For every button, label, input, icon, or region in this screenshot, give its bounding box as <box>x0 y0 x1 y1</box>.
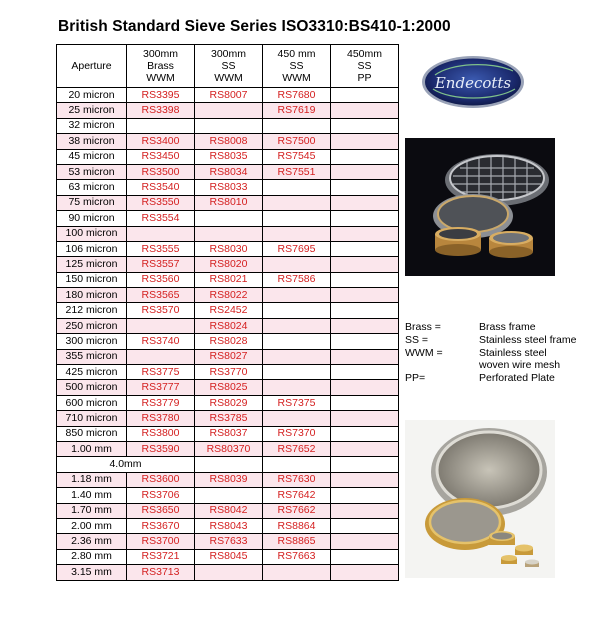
code-cell-brass300: RS3560 <box>127 272 195 287</box>
column-header-line: 450 mm <box>277 48 316 60</box>
code-cell-ss300: RS3770 <box>195 365 263 380</box>
code-cell-brass300: RS3554 <box>127 211 195 226</box>
table-row <box>57 349 399 364</box>
code-cell-ss300: RS8045 <box>195 549 263 564</box>
code-cell-pp450 <box>331 334 399 349</box>
code-cell-ss450 <box>263 411 331 426</box>
code-cell-brass300: RS3777 <box>127 380 195 395</box>
code-cell-pp450 <box>331 365 399 380</box>
column-header-2 <box>195 45 263 88</box>
aperture-cell: 212 micron <box>57 303 127 318</box>
page-title: British Standard Sieve Series ISO3310:BS410-1:2000 <box>58 18 451 35</box>
code-cell-ss450: RS7551 <box>263 164 331 179</box>
code-cell-ss300: RS8008 <box>195 134 263 149</box>
aperture-cell: 3.15 mm <box>57 565 127 580</box>
code-cell-pp450 <box>331 457 399 472</box>
column-header-3 <box>263 45 331 88</box>
table-row <box>57 503 399 518</box>
aperture-cell: 63 micron <box>57 180 127 195</box>
table-row <box>57 426 399 441</box>
code-cell-ss450 <box>263 211 331 226</box>
table-row <box>57 103 399 118</box>
column-header-line: PP <box>357 72 372 84</box>
aperture-cell: 38 micron <box>57 134 127 149</box>
column-header-line: 450mm <box>346 48 382 60</box>
code-cell-ss450: RS8865 <box>263 534 331 549</box>
column-header-line: WWM <box>214 72 243 84</box>
table-row <box>57 118 399 133</box>
aperture-cell: 180 micron <box>57 288 127 303</box>
code-cell-ss300: RS8042 <box>195 503 263 518</box>
code-cell-brass300 <box>127 226 195 241</box>
aperture-cell: 1.00 mm <box>57 441 127 456</box>
code-cell-ss300: RS80370 <box>195 441 263 456</box>
code-cell-ss300: RS3785 <box>195 411 263 426</box>
table-row <box>57 441 399 456</box>
code-cell-pp450 <box>331 441 399 456</box>
aperture-cell: 32 micron <box>57 118 127 133</box>
code-cell-ss300 <box>195 118 263 133</box>
code-cell-brass300: RS3700 <box>127 534 195 549</box>
code-cell-brass300: RS3590 <box>127 441 195 456</box>
table-row <box>57 534 399 549</box>
code-cell-pp450 <box>331 211 399 226</box>
aperture-cell: 45 micron <box>57 149 127 164</box>
code-cell-ss450 <box>263 226 331 241</box>
legend-value: Brass frame <box>479 321 536 333</box>
aperture-cell: 90 micron <box>57 211 127 226</box>
code-cell-pp450 <box>331 395 399 410</box>
code-cell-pp450 <box>331 518 399 533</box>
legend-entry <box>405 334 595 346</box>
code-cell-brass300: RS3670 <box>127 518 195 533</box>
code-cell-brass300: RS3600 <box>127 472 195 487</box>
column-header-line: SS <box>221 60 236 72</box>
code-cell-brass300: RS3780 <box>127 411 195 426</box>
sieve-stack-photo <box>405 138 555 276</box>
code-cell-brass300: RS3650 <box>127 503 195 518</box>
table-row <box>57 134 399 149</box>
code-cell-brass300: RS3706 <box>127 488 195 503</box>
code-cell-brass300: RS3565 <box>127 288 195 303</box>
column-header-line: Aperture <box>71 60 112 72</box>
aperture-cell: 1.18 mm <box>57 472 127 487</box>
code-cell-pp450 <box>331 549 399 564</box>
aperture-cell: 1.70 mm <box>57 503 127 518</box>
code-cell-ss450: RS7680 <box>263 88 331 103</box>
column-header-4 <box>331 45 399 88</box>
code-cell-ss450: RS7663 <box>263 549 331 564</box>
table-row <box>57 318 399 333</box>
code-cell-ss300: RS8027 <box>195 349 263 364</box>
aperture-cell: 600 micron <box>57 395 127 410</box>
code-cell-ss300: RS8028 <box>195 334 263 349</box>
table-row <box>57 180 399 195</box>
table-row <box>57 211 399 226</box>
aperture-cell: 425 micron <box>57 365 127 380</box>
code-cell-ss300 <box>195 103 263 118</box>
aperture-cell: 250 micron <box>57 318 127 333</box>
code-cell-ss450: RS7545 <box>263 149 331 164</box>
code-cell-brass300: RS3740 <box>127 334 195 349</box>
table-row <box>57 472 399 487</box>
table-header-row <box>57 45 399 88</box>
table-row <box>57 488 399 503</box>
table-row <box>57 257 399 272</box>
brass-sieves-photo <box>405 420 555 578</box>
code-cell-pp450 <box>331 257 399 272</box>
aperture-cell: 500 micron <box>57 380 127 395</box>
aperture-cell: 1.40 mm <box>57 488 127 503</box>
code-cell-pp450 <box>331 88 399 103</box>
code-cell-pp450 <box>331 226 399 241</box>
table-row <box>57 288 399 303</box>
endecotts-logo <box>421 55 525 109</box>
code-cell-pp450 <box>331 534 399 549</box>
code-cell-pp450 <box>331 565 399 580</box>
code-cell-ss300 <box>195 488 263 503</box>
code-cell-ss450 <box>263 195 331 210</box>
code-cell-pp450 <box>331 318 399 333</box>
code-cell-ss300 <box>195 211 263 226</box>
code-cell-ss300: RS8033 <box>195 180 263 195</box>
aperture-cell: 2.80 mm <box>57 549 127 564</box>
table-row <box>57 518 399 533</box>
aperture-cell: 2.00 mm <box>57 518 127 533</box>
aperture-cell: 100 micron <box>57 226 127 241</box>
aperture-cell: 106 micron <box>57 241 127 256</box>
legend-value: Stainless steel woven wire mesh <box>479 347 561 371</box>
code-cell-pp450 <box>331 426 399 441</box>
legend-value: Perforated Plate <box>479 372 555 384</box>
logo-text: Endecotts <box>434 74 512 92</box>
code-cell-ss450: RS7500 <box>263 134 331 149</box>
legend-entry <box>405 347 595 371</box>
code-cell-pp450 <box>331 118 399 133</box>
code-cell-brass300: RS3398 <box>127 103 195 118</box>
code-cell-brass300: RS3450 <box>127 149 195 164</box>
code-cell-ss300: RS8039 <box>195 472 263 487</box>
code-cell-brass300: RS3721 <box>127 549 195 564</box>
sieve-table <box>56 44 399 581</box>
code-cell-brass300 <box>127 318 195 333</box>
table-body <box>57 88 399 581</box>
table-row <box>57 395 399 410</box>
code-cell-pp450 <box>331 241 399 256</box>
column-header-line: WWM <box>282 72 311 84</box>
table-row <box>57 164 399 179</box>
aperture-cell: 4.0mm <box>57 457 195 472</box>
code-cell-brass300: RS3570 <box>127 303 195 318</box>
code-cell-ss450 <box>263 257 331 272</box>
table-row <box>57 549 399 564</box>
aperture-cell: 53 micron <box>57 164 127 179</box>
code-cell-pp450 <box>331 411 399 426</box>
legend-key: Brass = <box>405 321 441 333</box>
table-row <box>57 565 399 580</box>
code-cell-brass300: RS3800 <box>127 426 195 441</box>
code-cell-pp450 <box>331 288 399 303</box>
code-cell-brass300 <box>127 118 195 133</box>
table-row <box>57 149 399 164</box>
aperture-cell: 75 micron <box>57 195 127 210</box>
code-cell-ss450 <box>263 288 331 303</box>
aperture-cell: 300 micron <box>57 334 127 349</box>
code-cell-ss450: RS7370 <box>263 426 331 441</box>
code-cell-brass300: RS3550 <box>127 195 195 210</box>
code-cell-brass300: RS3395 <box>127 88 195 103</box>
code-cell-pp450 <box>331 103 399 118</box>
code-cell-pp450 <box>331 349 399 364</box>
legend-key: PP= <box>405 372 426 384</box>
code-cell-ss300: RS8029 <box>195 395 263 410</box>
code-cell-brass300: RS3400 <box>127 134 195 149</box>
code-cell-ss300: RS8035 <box>195 149 263 164</box>
code-cell-ss300: RS8037 <box>195 426 263 441</box>
code-cell-brass300 <box>127 349 195 364</box>
table-row <box>57 411 399 426</box>
code-cell-ss450 <box>263 565 331 580</box>
code-cell-ss300: RS8043 <box>195 518 263 533</box>
table-row <box>57 380 399 395</box>
code-cell-ss300: RS8024 <box>195 318 263 333</box>
code-cell-brass300: RS3500 <box>127 164 195 179</box>
code-cell-brass300: RS3555 <box>127 241 195 256</box>
legend-value: Stainless steel frame <box>479 334 577 346</box>
code-cell-pp450 <box>331 380 399 395</box>
code-cell-ss450: RS7662 <box>263 503 331 518</box>
legend-entry <box>405 372 595 384</box>
code-cell-ss450: RS7652 <box>263 441 331 456</box>
aperture-cell: 20 micron <box>57 88 127 103</box>
code-cell-ss450: RS7375 <box>263 395 331 410</box>
code-cell-ss450: RS7586 <box>263 272 331 287</box>
code-cell-ss300 <box>195 457 263 472</box>
table-row <box>57 195 399 210</box>
aperture-cell: 2.36 mm <box>57 534 127 549</box>
aperture-cell: 850 micron <box>57 426 127 441</box>
code-cell-brass300: RS3557 <box>127 257 195 272</box>
column-header-line: 300mm <box>142 48 178 60</box>
code-cell-ss450 <box>263 118 331 133</box>
table-row <box>57 457 399 472</box>
code-cell-brass300: RS3779 <box>127 395 195 410</box>
column-header-line: 300mm <box>210 48 246 60</box>
code-cell-pp450 <box>331 134 399 149</box>
code-cell-pp450 <box>331 195 399 210</box>
column-header-1 <box>127 45 195 88</box>
code-cell-ss450: RS7695 <box>263 241 331 256</box>
code-cell-brass300: RS3775 <box>127 365 195 380</box>
code-cell-ss300: RS8022 <box>195 288 263 303</box>
aperture-cell: 710 micron <box>57 411 127 426</box>
code-cell-pp450 <box>331 488 399 503</box>
legend-key: SS = <box>405 334 429 346</box>
abbreviation-legend <box>405 321 595 385</box>
code-cell-pp450 <box>331 472 399 487</box>
column-header-line: SS <box>357 60 372 72</box>
code-cell-ss300: RS8034 <box>195 164 263 179</box>
table-row <box>57 334 399 349</box>
code-cell-ss450 <box>263 365 331 380</box>
code-cell-ss450 <box>263 349 331 364</box>
code-cell-ss450 <box>263 303 331 318</box>
code-cell-ss450 <box>263 457 331 472</box>
column-header-line: Brass <box>147 60 174 72</box>
code-cell-ss450: RS7619 <box>263 103 331 118</box>
table-row <box>57 88 399 103</box>
code-cell-ss450: RS7642 <box>263 488 331 503</box>
code-cell-ss300: RS2452 <box>195 303 263 318</box>
table-row <box>57 272 399 287</box>
code-cell-pp450 <box>331 272 399 287</box>
code-cell-pp450 <box>331 180 399 195</box>
legend-entry <box>405 321 595 333</box>
code-cell-ss300: RS8030 <box>195 241 263 256</box>
code-cell-ss300: RS8010 <box>195 195 263 210</box>
code-cell-ss300 <box>195 226 263 241</box>
table-row <box>57 303 399 318</box>
aperture-cell: 25 micron <box>57 103 127 118</box>
aperture-cell: 355 micron <box>57 349 127 364</box>
code-cell-ss300 <box>195 565 263 580</box>
code-cell-pp450 <box>331 164 399 179</box>
table-row <box>57 226 399 241</box>
column-header-line: SS <box>289 60 304 72</box>
table-row <box>57 365 399 380</box>
code-cell-brass300: RS3713 <box>127 565 195 580</box>
code-cell-ss450 <box>263 380 331 395</box>
legend-key: WWM = <box>405 347 443 359</box>
code-cell-ss450 <box>263 180 331 195</box>
table-row <box>57 241 399 256</box>
column-header-0 <box>57 45 127 88</box>
code-cell-pp450 <box>331 149 399 164</box>
aperture-cell: 125 micron <box>57 257 127 272</box>
aperture-cell: 150 micron <box>57 272 127 287</box>
code-cell-ss450 <box>263 334 331 349</box>
code-cell-ss300: RS7633 <box>195 534 263 549</box>
code-cell-ss300: RS8025 <box>195 380 263 395</box>
code-cell-ss300: RS8007 <box>195 88 263 103</box>
code-cell-pp450 <box>331 503 399 518</box>
column-header-line: WWM <box>146 72 175 84</box>
code-cell-ss450: RS8864 <box>263 518 331 533</box>
code-cell-ss300: RS8021 <box>195 272 263 287</box>
code-cell-pp450 <box>331 303 399 318</box>
code-cell-ss450: RS7630 <box>263 472 331 487</box>
code-cell-ss450 <box>263 318 331 333</box>
code-cell-brass300: RS3540 <box>127 180 195 195</box>
code-cell-ss300: RS8020 <box>195 257 263 272</box>
